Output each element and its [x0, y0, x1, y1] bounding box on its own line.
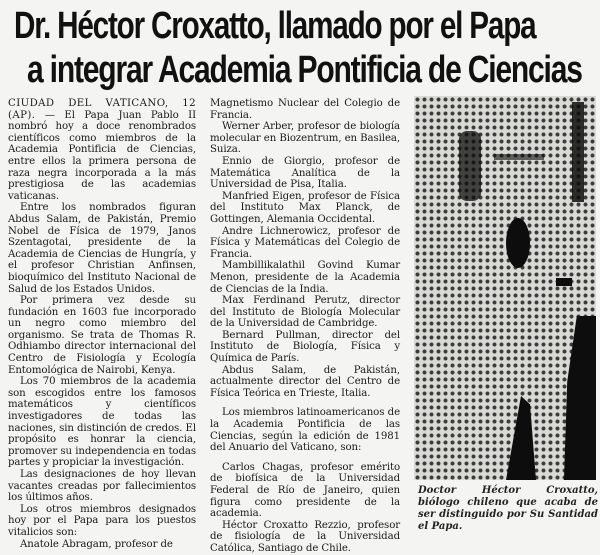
paragraph: Max Ferdinand Perutz, director del Instituto de Biología Molecular de la Universidad de Cambridge. — [210, 295, 400, 330]
paragraph: Los otros miembros designados hoy por el Papa para los puestos vitalicios son: — [8, 503, 196, 538]
paragraph-text: — El Papa Juan Pablo II nombró hoy a doce renombrados científicos como miembros de la Academia Pontificia de Ciencias, entre ellos la primera persona de raza negra incorporada a la más prestigiosa de las academias vaticanas. — [8, 109, 197, 202]
portrait-photo — [414, 96, 596, 480]
dateline: CIUDAD DEL VATICANO, 12 (AP). — [8, 98, 196, 121]
paragraph: Entre los nombrados figuran Abdus Salam, de Pakistán, Premio Nobel de Física de 1979, Janos Szentagotai, presidente de la Academia de Ciencias de Hungría, y el profesor Christian Anfinsen, bioquímico del Instituto Nacional de Salud de los Estados Unidos. — [8, 202, 196, 295]
photo-collar — [556, 278, 572, 286]
headline-line-2: a integrar Academia Pontificia de Ciencias — [27, 49, 582, 91]
article-column-2 — [210, 98, 400, 555]
paragraph — [8, 98, 196, 202]
photo-tie — [506, 218, 530, 268]
article-column-1 — [8, 98, 196, 550]
photo-jacket-right — [564, 316, 596, 480]
photo-background-edge — [572, 102, 584, 202]
paragraph: Werner Arber, profesor de biología molecular en Biozentrum, en Basilea, Suiza. — [210, 121, 400, 156]
paragraph: Los 70 miembros de la academia son escogidos entre los famosos matemáticos y científicos investigadores de todas las naciones, sin distinción de credos. El propósito es honrar la ciencia, promover su independencia en todas partes y propiciar la investigación. — [8, 376, 196, 469]
paragraph: Por primera vez desde su fundación en 1603 fue incorporado un negro como miembro del organismo. Se trata de Thomas R. Odhiambo director internacional del Centro de Fisiología y Ecología Entomológica de Nairobi, Kenya. — [8, 295, 196, 376]
paragraph: Carlos Chagas, profesor emérito de biofísica de la Universidad Federal de Río de Janeiro, quien figura como presidente de la academia. — [210, 461, 400, 520]
headline-line-1: Dr. Héctor Croxatto, llamado por el Papa — [14, 5, 536, 47]
paragraph: Héctor Croxatto Rezzio, profesor de fisiología de la Universidad Católica, Santiago de Chile. — [210, 519, 400, 554]
paragraph: Manfried Eigen, profesor de Física del Instituto Max Planck, de Gottingen, Alemania Occidental. — [210, 190, 400, 225]
photo-glasses — [494, 154, 544, 160]
paragraph: Las designaciones de hoy llevan vacantes creadas por fallecimientos los últimos años. — [8, 469, 196, 504]
paragraph: Magnetismo Nuclear del Colegio de Francia. — [210, 98, 400, 121]
paragraph: Los miembros latinoamericanos de la Academia Pontificia de las Ciencias, según la edición de 1981 del Anuario del Vaticano, son: — [210, 407, 400, 454]
paragraph: Ennio de Giorgio, profesor de Matemática Analítica de la Universidad de Pisa, Italia. — [210, 155, 400, 191]
paragraph: Bernard Pullman, director del Instituto de Biología, Física y Química de París. — [210, 329, 400, 365]
photo-caption: Doctor Héctor Croxatto, biólogo chileno que acaba de ser distinguido por Su Santidad el Papa. — [418, 485, 598, 532]
paragraph: Anatole Abragam, profesor de — [20, 538, 173, 550]
photo-jacket-left — [506, 396, 536, 480]
photo-hair-shadow — [459, 131, 481, 201]
paragraph: Andre Lichnerowicz, profesor de Física y Matemáticas del Colegio de Francia. — [210, 225, 400, 260]
paragraph: Mambillikalathil Govind Kumar Menon, presidente de la Academia de Ciencias de la India. — [210, 260, 400, 295]
paragraph: Abdus Salam, de Pakistán, actualmente director del Centro de Física Teórica en Trieste, Italia. — [210, 364, 400, 399]
